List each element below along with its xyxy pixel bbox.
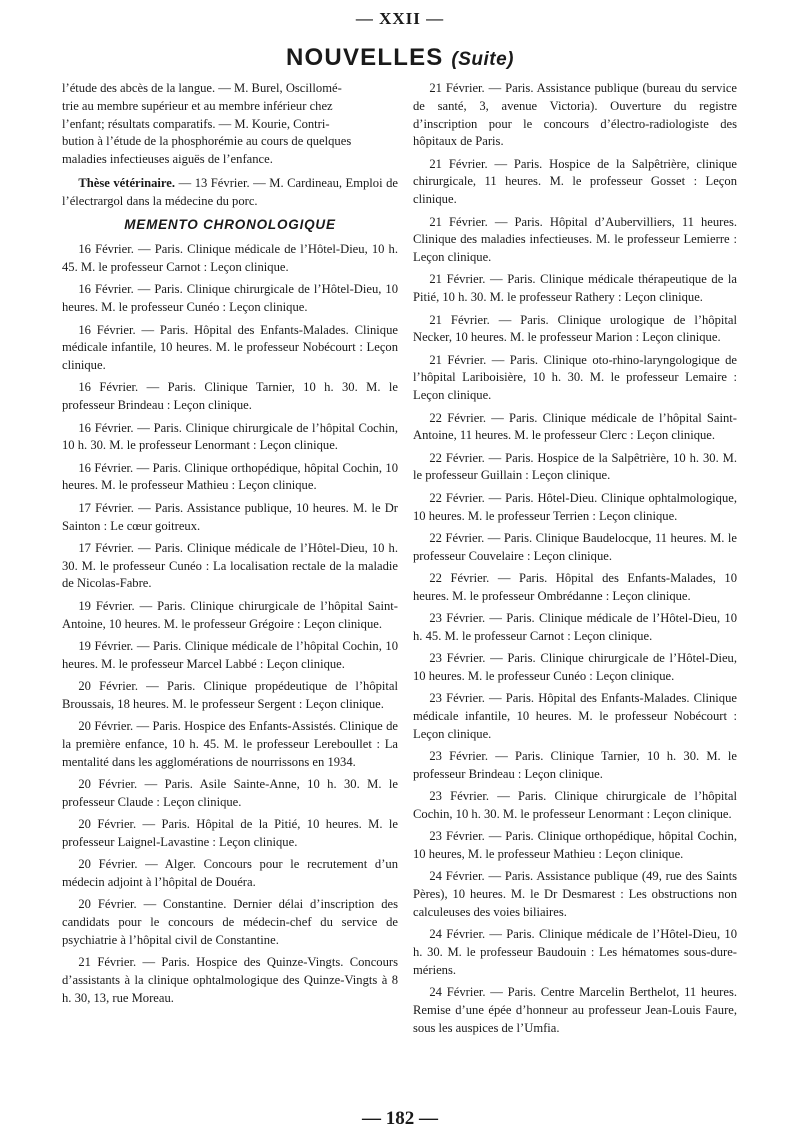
memento-entry: 22 Février. — Paris. Hospice de la Salpêtrière, 10 h. 30. M. le professeur Guillain : Leçon clinique. xyxy=(413,450,737,483)
memento-entry: 23 Février. — Paris. Clinique chirurgicale de l’hôpital Cochin, 10 h. 30. M. le professeur Lenormant : Leçon clinique. xyxy=(413,789,737,821)
memento-heading: MEMENTO CHRONOLOGIQUE xyxy=(124,216,336,232)
memento-entry: 20 Février. — Paris. Hospice des Enfants-Assistés. Clinique de la première enfance, 10 h. 45. M. le professeur Lereboullet : La mentalité dans les agglomérations de nourrissons en 1934. xyxy=(62,719,398,769)
right-entries xyxy=(413,80,737,1038)
memento-entry: 23 Février. — Paris. Clinique Tarnier, 10 h. 30. M. le professeur Brindeau : Leçon clinique. xyxy=(413,749,737,781)
memento-entry: 16 Février. — Paris. Clinique chirurgicale de l’Hôtel-Dieu, 10 heures. M. le professeur Cunéo : Leçon clinique. xyxy=(62,282,398,315)
left-column xyxy=(62,80,398,1012)
memento-entry: 23 Février. — Paris. Clinique orthopédique, hôpital Cochin, 10 heures, M. le professeur Mathieu : Leçon clinique. xyxy=(413,829,737,862)
memento-entry: 20 Février. — Constantine. Dernier délai d’inscription des candidats pour le concours de médecin-chef du service de psychiatrie à l’hôpital civil de Constantine. xyxy=(62,897,398,947)
memento-entry: 24 Février. — Paris. Centre Marcelin Berthelot, 11 heures. Remise d’une épée d’honneur au professeur Jean-Louis Faure, sous les auspices de l’Umfia. xyxy=(413,985,737,1035)
memento-entry: 16 Février. — Paris. Hôpital des Enfants-Malades. Clinique médicale infantile, 10 heures. M. le professeur Nobécourt : Leçon clinique. xyxy=(62,322,398,373)
memento-entry: 19 Février. — Paris. Clinique médicale de l’hôpital Cochin, 10 heures. M. le professeur Marcel Labbé : Leçon clinique. xyxy=(62,638,398,671)
memento-entry: 20 Février. — Alger. Concours pour le recrutement d’un médecin adjoint à l’hôpital de Douéra. xyxy=(62,857,398,889)
memento-entry: 23 Février. — Paris. Hôpital des Enfants-Malades. Clinique médicale infantile, 10 heures. M. le professeur Nobécourt : Leçon clinique. xyxy=(413,691,737,741)
intro-line: maladies infectieuses aiguës de l’enfance. xyxy=(62,152,273,167)
memento-entry: 21 Février. — Paris. Assistance publique (bureau du service de santé, 3, avenue Victoria). Ouverture du registre d’inscription pour le concours d’électro-radiologiste des hôpitaux de Paris. xyxy=(413,81,737,149)
memento-entry: 16 Février. — Paris. Clinique Tarnier, 10 h. 30. M. le professeur Brindeau : Leçon clinique. xyxy=(62,380,398,413)
memento-entry: 22 Février. — Paris. Clinique médicale de l’hôpital Saint-Antoine, 11 heures. M. le professeur Clerc : Leçon clinique. xyxy=(413,410,737,443)
memento-entry: 21 Février. — Paris. Hôpital d’Aubervilliers, 11 heures. Clinique des maladies infectieuses. M. le professeur Lemierre : Leçon clinique. xyxy=(413,214,737,265)
intro-paragraph xyxy=(62,80,398,169)
memento-entry: 23 Février. — Paris. Clinique chirurgicale de l’Hôtel-Dieu, 10 heures. M. le professeur Cunéo : Leçon clinique. xyxy=(413,651,737,683)
memento-entry: 24 Février. — Paris. Assistance publique (49, rue des Saints Pères), 10 heures. M. le Dr Desmarest : Les obstructions non calculeuses des voies biliaires. xyxy=(413,869,737,919)
memento-entry: 21 Février. — Paris. Hospice des Quinze-Vingts. Concours d’assistants à la clinique ophtalmologique des Quinze-Vingts à 8 h. 30, 13, rue Moreau. xyxy=(62,955,398,1005)
memento-entry: 17 Février. — Paris. Assistance publique, 10 heures. M. le Dr Sainton : Le cœur goitreux. xyxy=(62,500,398,533)
memento-entry: 21 Février. — Paris. Clinique oto-rhino-laryngologique de l’hôpital Lariboisière, 10 h. 30. M. le professeur Lemaire : Leçon clinique. xyxy=(413,352,737,403)
intro-line: l’enfant; résultats comparatifs. — M. Kourie, Contri- xyxy=(62,116,330,131)
memento-entry: 21 Février. — Paris. Clinique médicale thérapeutique de la Pitié, 10 h. 30. M. le professeur Rathery : Leçon clinique. xyxy=(413,272,737,305)
memento-entry: 16 Février. — Paris. Clinique chirurgicale de l’hôpital Cochin, 10 h. 30. M. le professeur Lenormant : Leçon clinique. xyxy=(62,420,398,453)
memento-entry: 17 Février. — Paris. Clinique médicale de l’Hôtel-Dieu, 10 h. 30. M. le professeur Cunéo : La localisation rectale de la maladie de Nicolas-Fabre. xyxy=(62,540,398,591)
right-column xyxy=(413,80,737,1042)
memento-entry: 19 Février. — Paris. Clinique chirurgicale de l’hôpital Saint-Antoine, 10 heures. M. le professeur Grégoire : Leçon clinique. xyxy=(62,598,398,631)
memento-entry: 22 Février. — Paris. Hôtel-Dieu. Clinique ophtalmologique, 10 heures. M. le professeur Terrien : Leçon clinique. xyxy=(413,490,737,523)
page-number: — 182 — xyxy=(362,1108,438,1129)
intro-line: trie au membre supérieur et au membre inférieur chez xyxy=(62,98,333,113)
page-title-main: NOUVELLES xyxy=(286,44,444,71)
memento-entry: 16 Février. — Paris. Clinique médicale de l’Hôtel-Dieu, 10 h. 45. M. le professeur Carnot : Leçon clinique. xyxy=(62,242,398,275)
memento-entry: 16 Février. — Paris. Clinique orthopédique, hôpital Cochin, 10 heures. M. le professeur Mathieu : Leçon clinique. xyxy=(62,460,398,493)
these-veterinaire xyxy=(62,175,398,211)
intro-line: l’étude des abcès de la langue. — M. Burel, Oscillomé- xyxy=(62,81,342,95)
page-roman-numeral: — XXII — xyxy=(355,9,445,28)
memento-entry: 21 Février. — Paris. Hospice de la Salpêtrière, clinique chirurgicale, 11 heures. M. le professeur Gosset : Leçon clinique. xyxy=(413,156,737,207)
memento-entry: 24 Février. — Paris. Clinique médicale de l’Hôtel-Dieu, 10 h. 30. M. le professeur Baudouin : Les hématomes sous-dure-mériens. xyxy=(413,927,737,977)
these-text: — 13 Février. — M. Cardineau, Emploi de l’électrargol dans la médecine du porc. xyxy=(62,175,399,208)
memento-entry: 22 Février. — Paris. Hôpital des Enfants-Malades, 10 heures. M. le professeur Ombrédanne : Leçon clinique. xyxy=(413,570,737,603)
memento-entry: 21 Février. — Paris. Clinique urologique de l’hôpital Necker, 10 heures. M. le professeur Marion : Leçon clinique. xyxy=(413,312,737,345)
memento-entry: 20 Février. — Paris. Hôpital de la Pitié, 10 heures. M. le professeur Laignel-Lavastine : Leçon clinique. xyxy=(62,816,398,849)
left-entries xyxy=(62,241,398,1007)
memento-entry: 20 Février. — Paris. Asile Sainte-Anne, 10 h. 30. M. le professeur Claude : Leçon clinique. xyxy=(62,776,398,809)
memento-entry: 23 Février. — Paris. Clinique médicale de l’Hôtel-Dieu, 10 h. 45. M. le professeur Carnot : Leçon clinique. xyxy=(413,611,737,643)
page-title-suite: (Suite) xyxy=(451,49,514,70)
memento-entry: 20 Février. — Paris. Clinique propédeutique de l’hôpital Broussais, 18 heures. M. le professeur Sergent : Leçon clinique. xyxy=(62,678,398,711)
these-label: Thèse vétérinaire. xyxy=(78,175,176,190)
page-title xyxy=(0,44,800,72)
intro-line: bution à l’étude de la phosphorémie au cours de quelques xyxy=(62,134,352,149)
memento-entry: 22 Février. — Paris. Clinique Baudelocque, 11 heures. M. le professeur Couvelaire : Leçon clinique. xyxy=(413,530,737,563)
